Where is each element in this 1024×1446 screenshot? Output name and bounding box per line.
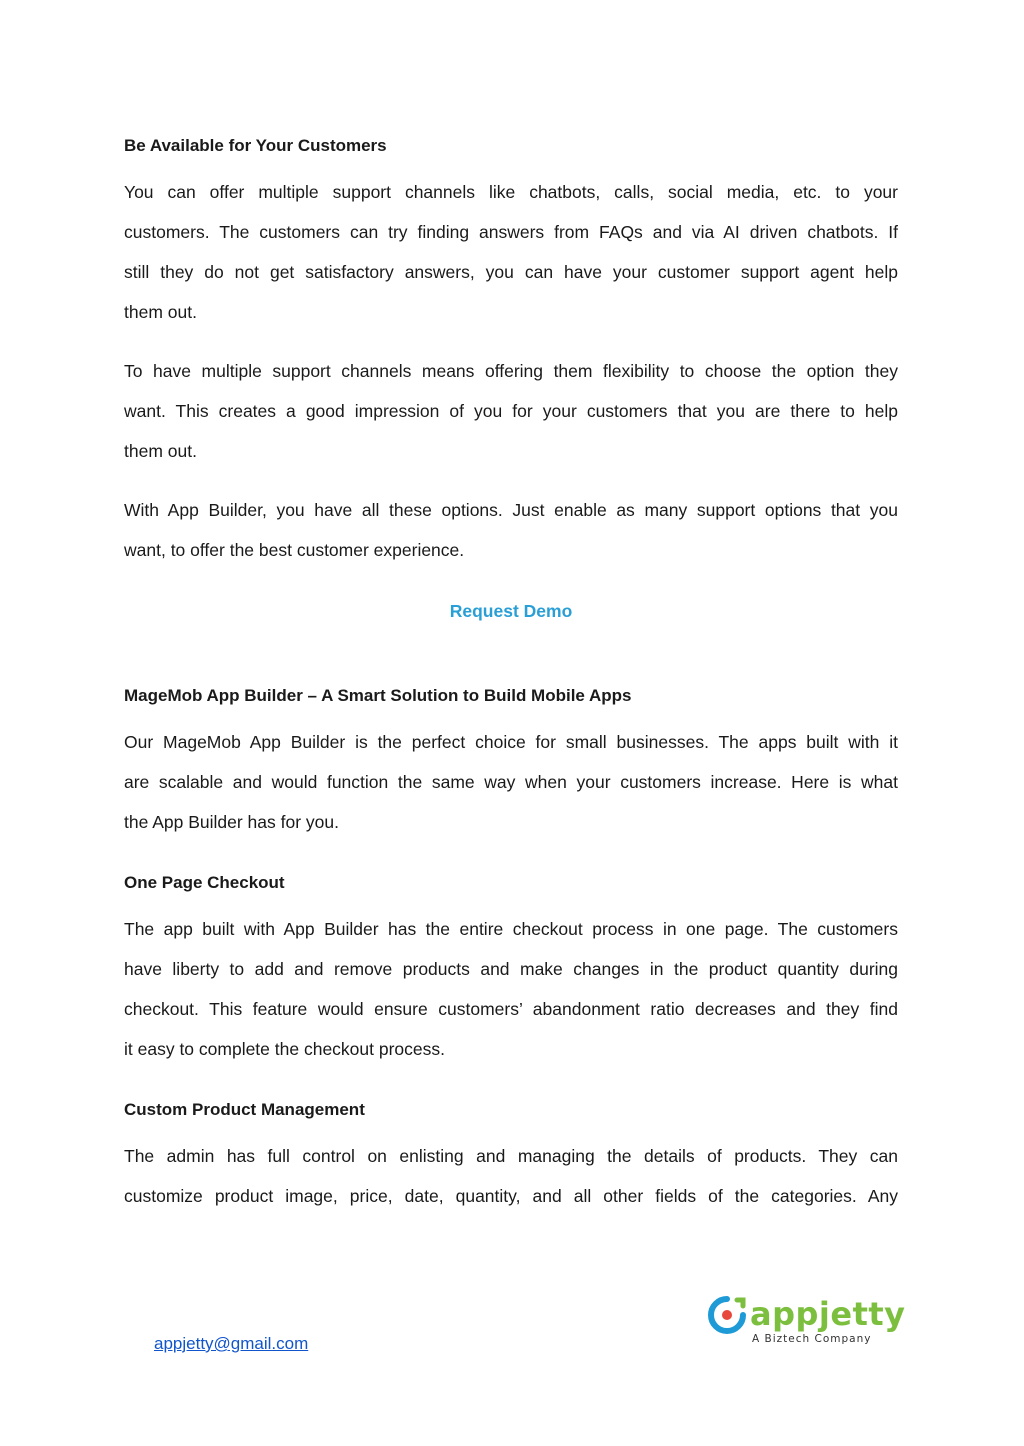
text-line: customize product image, price, date, quantity, and all other fields of the categories. Any — [124, 1186, 898, 1206]
appjetty-logo — [708, 1294, 906, 1350]
text-line: the App Builder has for you. — [124, 812, 339, 832]
paragraph-support-channels — [124, 172, 898, 332]
text-line: have liberty to add and remove products and make changes in the product quantity during — [124, 959, 898, 979]
request-demo-link[interactable]: Request Demo — [449, 601, 573, 621]
text-line: them out. — [124, 302, 197, 322]
heading-one-page-checkout: One Page Checkout — [124, 873, 285, 892]
text-line: want. This creates a good impression of you for your customers that you are there to help — [124, 401, 898, 421]
appjetty-logo-mark-icon — [708, 1296, 746, 1334]
footer-email-link[interactable]: appjetty@gmail.com — [154, 1334, 309, 1353]
text-line: With App Builder, you have all these options. Just enable as many support options that you — [124, 500, 898, 520]
text-line: To have multiple support channels means offering them flexibility to choose the option they — [124, 361, 898, 381]
text-line: want, to offer the best customer experience. — [124, 540, 465, 560]
text-line: The app built with App Builder has the entire checkout process in one page. The customers — [124, 919, 898, 939]
paragraph-magemob-intro — [124, 722, 898, 842]
text-line: it easy to complete the checkout process. — [124, 1039, 445, 1059]
text-line: still they do not get satisfactory answers, you can have your customer support agent help — [124, 262, 898, 282]
paragraph-flexibility — [124, 351, 898, 471]
text-line: customers. The customers can try finding answers from FAQs and via AI driven chatbots. If — [124, 222, 898, 242]
logo-tagline: A Biztech Company — [752, 1333, 872, 1345]
text-line: You can offer multiple support channels like chatbots, calls, social media, etc. to your — [124, 182, 898, 202]
text-line: checkout. This feature would ensure customers’ abandonment ratio decreases and they find — [124, 999, 898, 1019]
text-line: Our MageMob App Builder is the perfect choice for small businesses. The apps built with it — [124, 732, 898, 752]
paragraph-checkout — [124, 909, 898, 1069]
text-line: them out. — [124, 441, 197, 461]
heading-magemob: MageMob App Builder – A Smart Solution to Build Mobile Apps — [124, 686, 632, 705]
heading-custom-product-management: Custom Product Management — [124, 1100, 365, 1119]
logo-wordmark: appjetty — [750, 1295, 906, 1333]
heading-be-available: Be Available for Your Customers — [124, 136, 387, 155]
paragraph-product-management — [124, 1136, 898, 1216]
text-line: are scalable and would function the same way when your customers increase. Here is what — [124, 772, 898, 792]
text-line: The admin has full control on enlisting and managing the details of products. They can — [124, 1146, 898, 1166]
paragraph-app-builder-options — [124, 490, 898, 570]
